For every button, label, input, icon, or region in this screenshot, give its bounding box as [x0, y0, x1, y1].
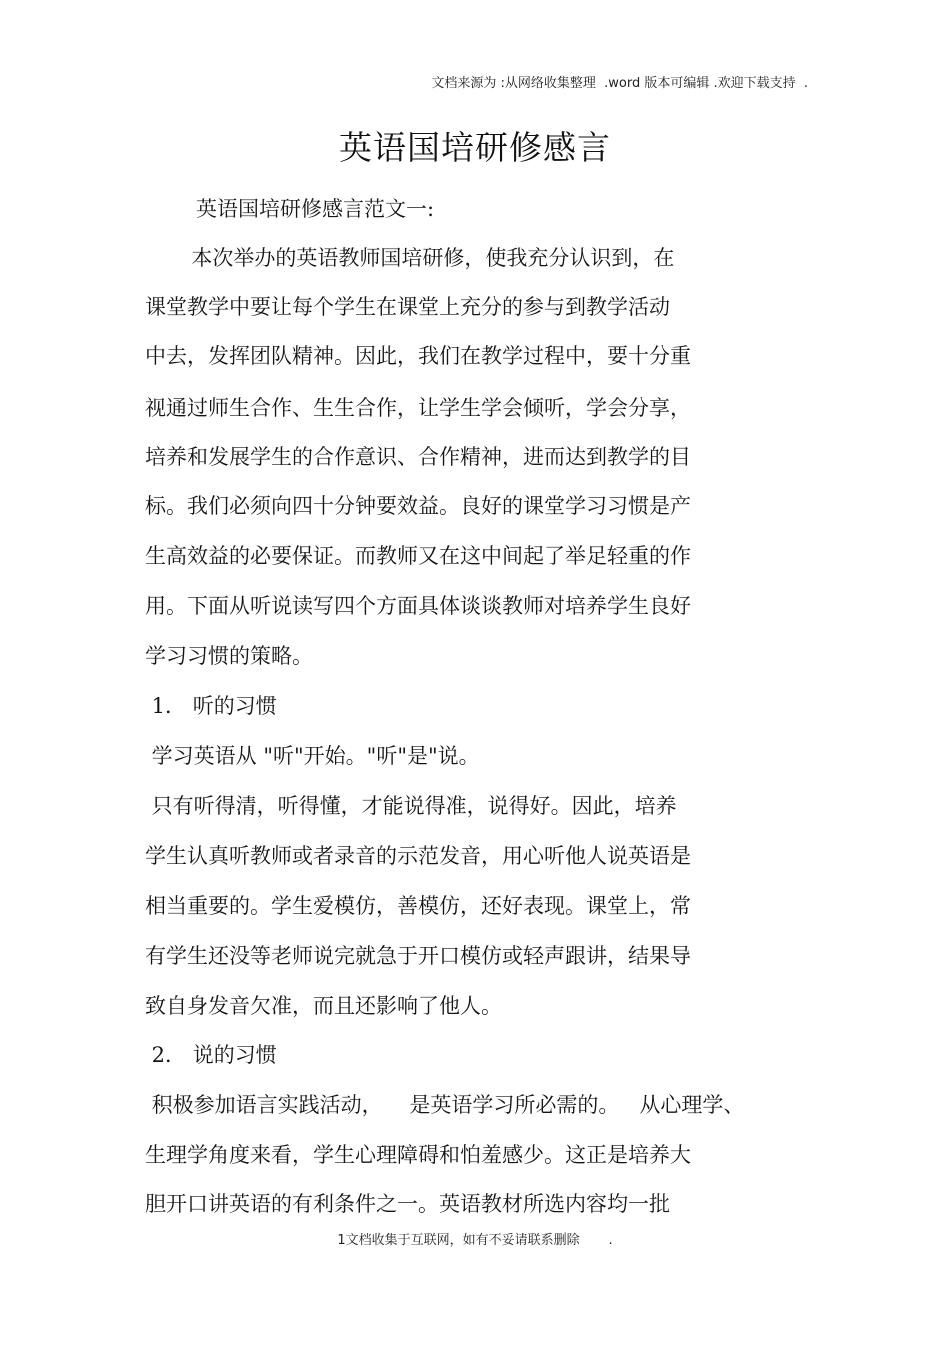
body-line: 学习习惯的策略。 — [145, 644, 313, 668]
footer-note: 1文档收集于互联网，如有不妥请联系删除 . — [337, 1233, 613, 1248]
body-line: 标。我们必须向四十分钟要效益。良好的课堂学习习惯是产 — [145, 494, 691, 518]
body-line: 生理学角度来看，学生心理障碍和怕羞感少。这正是培养大 — [145, 1143, 691, 1167]
body-line: 有学生还没等老师说完就急于开口模仿或轻声跟讲，结果导 — [145, 944, 691, 968]
body-line: 只有听得清，听得懂，才能说得准，说得好。因此，培养 — [145, 794, 677, 818]
document-title: 英语国培研修感言 — [339, 128, 611, 167]
body-line: 视通过师生合作、生生合作，让学生学会倾听，学会分享， — [145, 396, 691, 420]
body-line: 用。下面从听说读写四个方面具体谈谈教师对培养学生良好 — [145, 594, 691, 618]
header-source-note: 文档来源为 :从网络收集整理 .word 版本可编辑 .欢迎下载支持 . — [431, 76, 808, 91]
body-line: 学生认真听教师或者录音的示范发音，用心听他人说英语是 — [145, 844, 691, 868]
body-line: 中去，发挥团队精神。因此，我们在教学过程中，要十分重 — [145, 344, 691, 368]
body-line: 课堂教学中要让每个学生在课堂上充分的参与到教学活动 — [145, 295, 670, 319]
section-heading-speaking: 2． 说的习惯 — [145, 1043, 277, 1067]
body-line: 胆开口讲英语的有利条件之一。英语教材所选内容均一批 — [145, 1192, 670, 1216]
body-line: 本次举办的英语教师国培研修，使我充分认识到，在 — [178, 246, 675, 270]
body-line: 学习英语从 "听"开始。"听"是"说。 — [145, 744, 480, 768]
section-heading-listening: 1． 听的习惯 — [145, 694, 277, 718]
body-line: 致自身发音欠准，而且还影响了他人。 — [145, 994, 502, 1018]
body-line: 相当重要的。学生爱模仿，善模仿，还好表现。课堂上，常 — [145, 894, 691, 918]
body-line: 生高效益的必要保证。而教师又在这中间起了举足轻重的作 — [145, 544, 691, 568]
body-line: 培养和发展学生的合作意识、合作精神，进而达到教学的目 — [145, 445, 691, 469]
body-line: 积极参加语言实践活动， 是英语学习所必需的。 从心理学、 — [145, 1093, 745, 1117]
subtitle-line: 英语国培研修感言范文一: — [196, 197, 435, 221]
